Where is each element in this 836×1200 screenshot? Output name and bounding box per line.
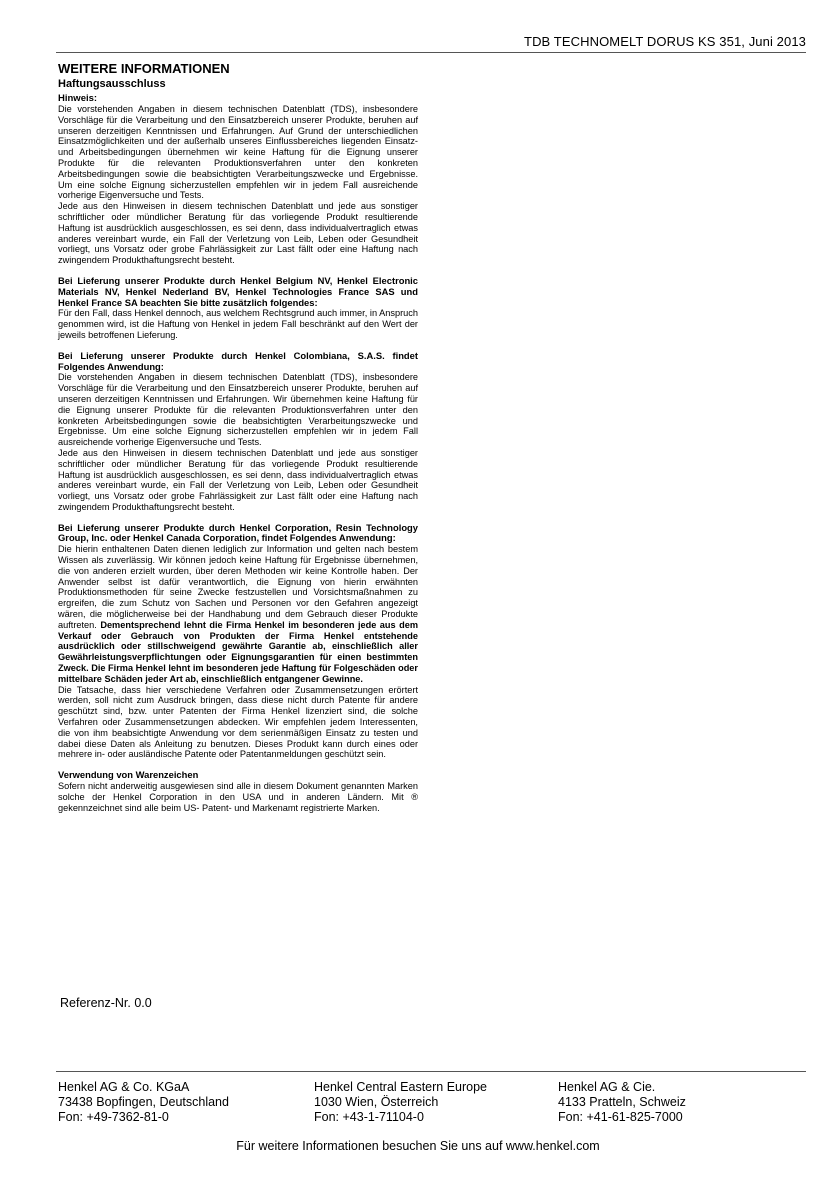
document-body (58, 61, 418, 813)
belgium-heading: Bei Lieferung unserer Produkte durch Henkel Belgium NV, Henkel Electronic Materials NV, Henkel Nederland BV, Henkel Technologies France SAS und Henkel France SA beachten Sie bitte zusätzlich folgendes: (58, 274, 418, 308)
footer-phone: Fon: +41-61-825-7000 (558, 1110, 683, 1124)
section-title: WEITERE INFORMATIONEN (58, 61, 230, 76)
corporation-paragraph-1 (58, 544, 418, 684)
footer-address-austria (314, 1080, 487, 1125)
reference-number: Referenz-Nr. 0.0 (60, 996, 152, 1010)
corporation-paragraph-2: Die Tatsache, dass hier verschiedene Verfahren oder Zusammensetzungen erörtert werden, soll nicht zum Ausdruck bringen, dass diese nicht durch Patente für andere geschützt sind, bzw. unter Patenten der Firma Henkel lizenziert sind, die solche Verfahren oder Zusammensetzungen abdecken. Wir empfehlen jedem Interessenten, die von ihm beabsichtigte Anwendung vor dem serienmäßigen Einsatz zu testen und dabei diese Daten als Anleitung zu benutzen. Dieses Produkt kann durch eines oder mehrere in- oder ausländische Patente oder Patentanmeldungen geschützt sein. (58, 684, 418, 760)
footer-city: 4133 Pratteln, Schweiz (558, 1095, 686, 1109)
trademark-heading: Verwendung von Warenzeichen (58, 769, 199, 781)
colombia-paragraph-1: Die vorstehenden Angaben in diesem technischen Datenblatt (TDS), insbesondere Vorschläge für die Verarbeitung und den Einsatzbereich unserer Produkte, beruhen auf unseren derzeitigen Kenntnissen und Erfahrungen. Wir übernehmen keine Haftung für die Eignung unserer Produkte für die relevanten Produktionsverfahren unter den konkreten Arbeitsbedingungen sowie die beabsichtigten Verarbeitungszwecke und Ergebnisse. Um eine solche Eignung sicherzustellen empfehlen wir in jedem Fall ausreichende vorherige Eigenversuche und Tests. (58, 372, 418, 448)
colombia-heading: Bei Lieferung unserer Produkte durch Henkel Colombiana, S.A.S. findet Folgendes Anwendung: (58, 349, 418, 372)
footer-phone: Fon: +49-7362-81-0 (58, 1110, 169, 1124)
footer-company: Henkel AG & Cie. (558, 1080, 656, 1094)
trademark-paragraph: Sofern nicht anderweitig ausgewiesen sind alle in diesem Dokument genannten Marken solche der Henkel Corporation in den USA und in anderen Ländern. Mit ® gekennzeichnet sind alle beim US- Patent- und Markenamt registrierte Marken. (58, 781, 418, 813)
footer-phone: Fon: +43-1-71104-0 (314, 1110, 424, 1124)
hint-paragraph-2: Jede aus den Hinweisen in diesem technischen Datenblatt und jede aus sonstiger schriftlicher oder mündlicher Beratung für das vorliegende Produkt resultierende Haftung ist ausdrücklich ausgeschlossen, es sei denn, dass individualvertraglich etwas anderes vereinbart wurde, ein Fall der Verletzung von Leib, Leben oder Gesundheit vorliegt, uns Vorsatz oder grobe Fahrlässigkeit zur Last fällt oder eine Haftung nach zwingendem Produkthaftungsrecht besteht. (58, 201, 418, 266)
footer-company: Henkel Central Eastern Europe (314, 1080, 488, 1094)
colombia-paragraph-2: Jede aus den Hinweisen in diesem technischen Datenblatt und jede aus sonstiger schriftlicher oder mündlicher Beratung für das vorliegende Produkt resultierende Haftung ist ausdrücklich ausgeschlossen, es sei denn, dass individualvertraglich etwas anderes vereinbart wurde, ein Fall der Verletzung von Leib, Leben oder Gesundheit vorliegt, uns Vorsatz oder grobe Fahrlässigkeit zur Last fällt oder eine Haftung nach zwingendem Produkthaftungsrecht besteht. (58, 447, 418, 512)
disclaimer-title: Haftungsausschluss (58, 78, 166, 90)
footer-city: 1030 Wien, Österreich (314, 1095, 439, 1109)
corporation-bold-text: Dementsprechend lehnt die Firma Henkel im besonderen jede aus dem Verkauf oder Gebrauch von Produkten der Firma Henkel entstehende ausdrücklich oder stillschweigend gewährte Garantie ab, einschließlich aller Gewährleistungsverpflichtungen oder Eignungsgarantien für einen bestimmten Zweck. Die Firma Henkel lehnt im besonderen jede Haftung für Folgeschäden oder mittelbare Schäden jeder Art ab, einschließlich entgangener Gewinne. (58, 619, 418, 684)
website-line: Für weitere Informationen besuchen Sie uns auf www.henkel.com (236, 1139, 600, 1153)
belgium-paragraph: Für den Fall, dass Henkel dennoch, aus welchem Rechtsgrund auch immer, in Anspruch genommen wird, ist die Haftung von Henkel in jedem Fall beschränkt auf den Wert der jeweils betroffenen Lieferung. (58, 308, 418, 340)
document-header-title: TDB TECHNOMELT DORUS KS 351, Juni 2013 (524, 34, 806, 49)
footer-divider (56, 1071, 806, 1072)
footer-city: 73438 Bopfingen, Deutschland (58, 1095, 229, 1109)
hint-paragraph-1: Die vorstehenden Angaben in diesem technischen Datenblatt (TDS), insbesondere Vorschläge für die Verarbeitung und den Einsatzbereich unserer Produkte, beruhen auf unseren derzeitigen Kenntnissen und Erfahrungen. Auf Grund der unterschiedlichen Einsatzmöglichkeiten und der außerhalb unseres Einflussbereiches liegenden Einsatz- und Arbeitsbedingungen übernehmen wir keine Haftung für die Eignung unserer Produkte für die relevanten Produktionsverfahren unter den konkreten Arbeitsbedingungen sowie die beabsichtigten Verarbeitungszwecke und Ergebnisse. Um eine solche Eignung sicherzustellen empfehlen wir in jedem Fall ausreichende vorherige Eigenversuche und Tests. (58, 104, 418, 201)
corporation-text: Die hierin enthaltenen Daten dienen lediglich zur Information und gelten nach bestem Wissen als zuverlässig. Wir können jedoch keine Haftung für Ergebnisse übernehmen, die von anderen erzielt wurden, über deren Methoden wir keine Kontrolle haben. Der Anwender selbst ist dafür verantwortlich, die Eignung von hierin erwähnten Produktionsmethoden für seine Zwecke festzustellen und Vorsichtsmaßnahmen zu ergreifen, die zum Schutz von Sachen und Personen vor den Gefahren angezeigt wären, die möglicherweise bei der Handhabung und dem Gebrauch dieser Produkte auftreten. (58, 544, 418, 630)
header-divider (56, 52, 806, 53)
footer-address-switzerland (558, 1080, 686, 1125)
footer-address-germany (58, 1080, 229, 1125)
footer-company: Henkel AG & Co. KGaA (58, 1080, 190, 1094)
corporation-heading: Bei Lieferung unserer Produkte durch Henkel Corporation, Resin Technology Group, Inc. oder Henkel Canada Corporation, findet Folgendes Anwendung: (58, 521, 418, 544)
hint-label: Hinweis: (58, 93, 98, 104)
